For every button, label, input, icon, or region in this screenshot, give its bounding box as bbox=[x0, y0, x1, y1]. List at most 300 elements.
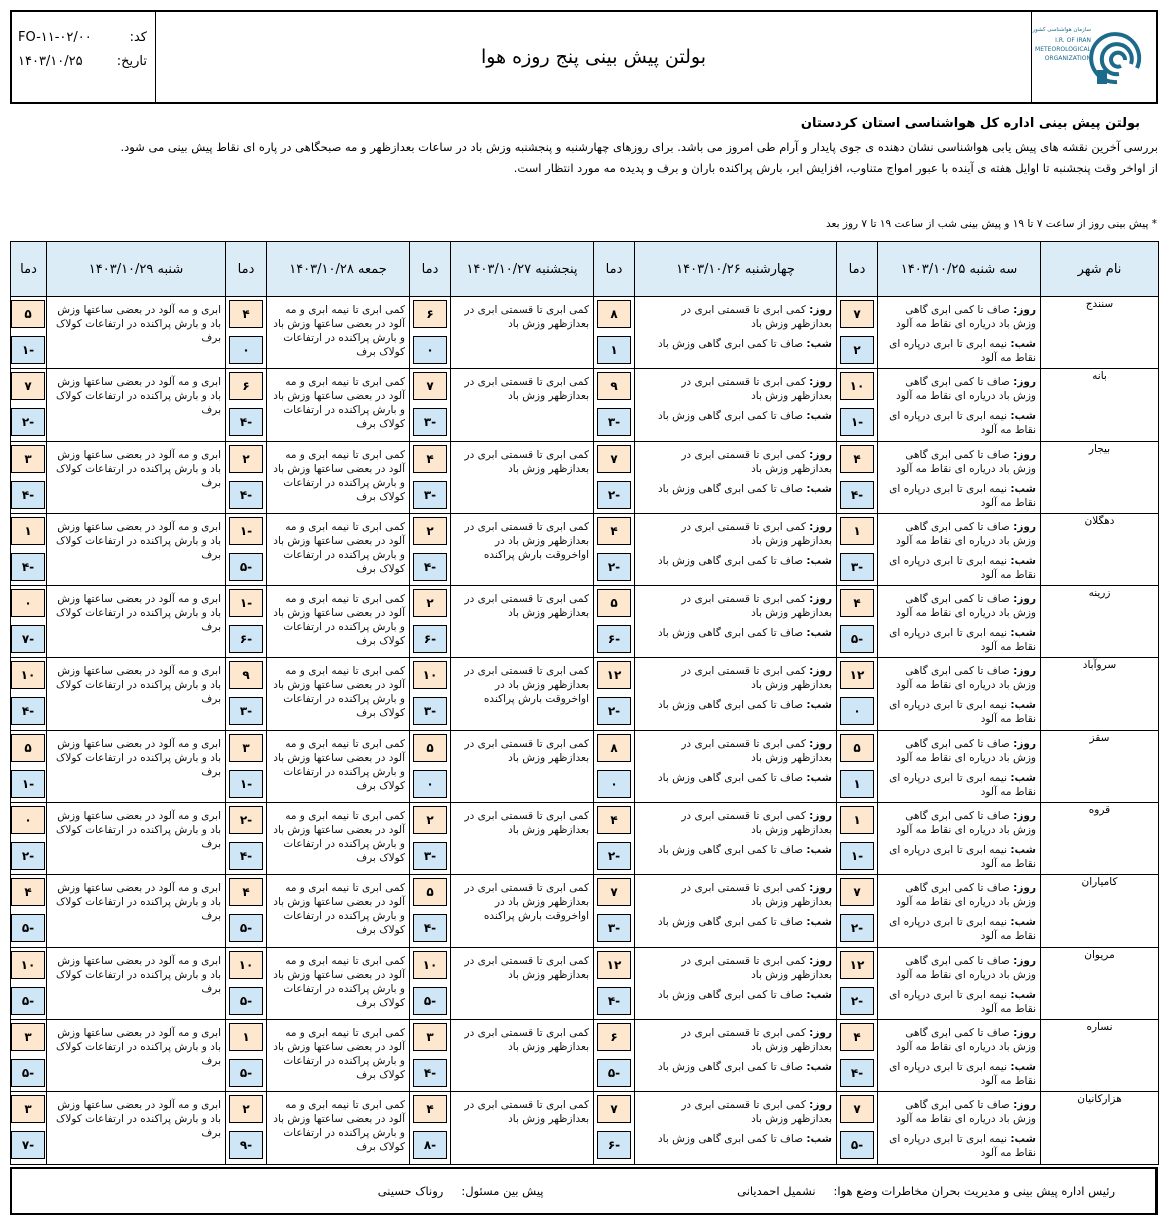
min-temperature: -۵ bbox=[597, 1059, 631, 1087]
forecast-description-cell bbox=[451, 297, 594, 369]
min-temperature: -۴ bbox=[11, 481, 45, 509]
night-label: شب: bbox=[1010, 554, 1036, 567]
forecast-description-cell bbox=[635, 513, 837, 585]
temperature-cell bbox=[11, 586, 47, 658]
night-label: شب: bbox=[1010, 699, 1036, 712]
forecast-description-cell bbox=[267, 947, 410, 1019]
min-temperature: -۳ bbox=[413, 697, 447, 725]
temp-column-header: دما bbox=[837, 242, 878, 297]
forecast-text: کمی ابری تا نیمه ابری و مه آلود در بعضی ساعتها وزش باد و بارش پراکنده در ارتفاعات کولاک برف bbox=[273, 810, 405, 865]
temperature-cell bbox=[410, 513, 451, 585]
max-temperature: ۷ bbox=[597, 445, 631, 473]
forecast-description-cell bbox=[267, 369, 410, 441]
min-temperature: ۱ bbox=[840, 770, 874, 798]
temperature-cell bbox=[11, 803, 47, 875]
day-forecast bbox=[639, 881, 832, 909]
forecaster-name: روناک حسینی bbox=[377, 1184, 444, 1198]
max-temperature: ۱۲ bbox=[840, 661, 874, 689]
night-forecast bbox=[639, 988, 832, 1002]
max-temperature: ۷ bbox=[840, 300, 874, 328]
forecast-description-cell bbox=[878, 441, 1041, 513]
day-label: روز: bbox=[809, 1099, 832, 1112]
forecast-description-cell bbox=[267, 803, 410, 875]
night-forecast bbox=[882, 698, 1036, 726]
svg-text:I.R. OF IRAN: I.R. OF IRAN bbox=[1055, 37, 1091, 44]
night-forecast-text: نیمه ابری تا ابری درپاره ای نقاط مه آلود bbox=[889, 338, 1036, 364]
day-label: روز: bbox=[1013, 593, 1036, 606]
forecast-description-cell bbox=[267, 658, 410, 730]
max-temperature: ۲ bbox=[413, 806, 447, 834]
night-forecast-text: نیمه ابری تا ابری درپاره ای نقاط مه آلود bbox=[889, 916, 1036, 943]
table-row bbox=[11, 1019, 1159, 1091]
min-temperature: ۰ bbox=[413, 336, 447, 364]
forecast-text: کمی ابری تا نیمه ابری و مه آلود در بعضی ساعتها وزش باد و بارش پراکنده در ارتفاعات کولاک برف bbox=[273, 1026, 405, 1081]
day-label: روز: bbox=[809, 665, 832, 678]
temperature-cell bbox=[226, 875, 267, 947]
min-temperature: ۱ bbox=[597, 336, 631, 364]
night-label: شب: bbox=[806, 1060, 832, 1073]
forecast-text: کمی ابری تا نیمه ابری و مه آلود در بعضی ساعتها وزش باد و بارش پراکنده در ارتفاعات کولاک برف bbox=[273, 448, 405, 503]
temperature-cell bbox=[410, 297, 451, 369]
forecast-description-cell bbox=[635, 875, 837, 947]
min-temperature: -۴ bbox=[229, 408, 263, 436]
min-temperature: -۱ bbox=[11, 336, 45, 364]
table-header-row bbox=[11, 242, 1159, 297]
temperature-cell bbox=[11, 730, 47, 802]
night-forecast-text: صاف تا کمی ابری گاهی وزش باد bbox=[657, 338, 804, 350]
forecast-description-cell bbox=[451, 875, 594, 947]
intro-heading: بولتن پیش بینی اداره کل هواشناسی استان کردستان bbox=[800, 116, 1140, 131]
max-temperature: ۲ bbox=[229, 1095, 263, 1123]
night-label: شب: bbox=[1010, 1133, 1036, 1146]
temperature-cell bbox=[837, 658, 878, 730]
max-temperature: ۵ bbox=[840, 734, 874, 762]
forecast-description-cell bbox=[47, 803, 226, 875]
day-forecast bbox=[639, 592, 832, 620]
day-forecast-text: کمی ابری تا قسمتی ابری در بعدازظهر وزش باد bbox=[681, 665, 832, 692]
min-temperature: ۰ bbox=[597, 770, 631, 798]
max-temperature: ۹ bbox=[597, 372, 631, 400]
day-label: روز: bbox=[1013, 737, 1036, 750]
max-temperature: ۵ bbox=[597, 589, 631, 617]
temperature-cell bbox=[837, 513, 878, 585]
night-forecast bbox=[882, 554, 1036, 582]
temperature-cell bbox=[837, 947, 878, 1019]
max-temperature: ۴ bbox=[229, 878, 263, 906]
min-temperature: -۳ bbox=[413, 842, 447, 870]
night-label: شب: bbox=[1010, 410, 1036, 423]
day-forecast-text: صاف تا کمی ابری گاهی وزش باد دریاره ای نقاط مه آلود bbox=[896, 665, 1036, 692]
forecast-description-cell bbox=[47, 1092, 226, 1164]
forecast-description-cell bbox=[267, 1092, 410, 1164]
min-temperature: -۳ bbox=[229, 697, 263, 725]
min-temperature: ۰ bbox=[840, 697, 874, 725]
day-forecast-text: کمی ابری تا قسمتی ابری در بعدازظهر وزش باد bbox=[681, 954, 832, 981]
forecast-text: کمی ابری تا نیمه ابری و مه آلود در بعضی ساعتها وزش باد و بارش پراکنده در ارتفاعات کولاک برف bbox=[273, 304, 405, 358]
night-forecast bbox=[639, 771, 832, 785]
date-value: ۱۴۰۳/۱۰/۲۵ bbox=[18, 54, 83, 69]
max-temperature: ۳ bbox=[229, 734, 263, 762]
day-forecast bbox=[639, 448, 832, 476]
forecast-text: ابری و مه آلود در بعضی ساعتها وزش باد و بارش پراکنده در ارتفاعات کولاک برف bbox=[55, 954, 221, 995]
document-code-box bbox=[12, 12, 156, 102]
night-label: شب: bbox=[806, 1133, 832, 1146]
night-forecast-text: صاف تا کمی ابری گاهی وزش باد bbox=[657, 627, 804, 640]
forecast-description-cell bbox=[267, 297, 410, 369]
night-forecast bbox=[639, 337, 832, 351]
temperature-cell bbox=[226, 658, 267, 730]
temperature-cell bbox=[594, 369, 635, 441]
forecast-text: ابری و مه آلود در بعضی ساعتها وزش باد و بارش پراکنده در ارتفاعات کولاک برف bbox=[55, 1099, 221, 1140]
forecast-description-cell bbox=[878, 658, 1041, 730]
min-temperature: -۴ bbox=[840, 481, 874, 509]
forecast-description-cell bbox=[451, 803, 594, 875]
temperature-cell bbox=[410, 875, 451, 947]
min-temperature: ۰ bbox=[229, 336, 263, 364]
city-name-cell: سنندج bbox=[1041, 297, 1159, 369]
night-label: شب: bbox=[806, 988, 832, 1001]
city-name-cell: هزارکانیان bbox=[1041, 1092, 1159, 1164]
table-row bbox=[11, 297, 1159, 369]
night-label: شب: bbox=[1010, 771, 1036, 784]
night-forecast-text: نیمه ابری تا ابری درپاره ای نقاط مه آلود bbox=[889, 771, 1036, 798]
day-forecast-text: صاف تا کمی ابری گاهی وزش باد دریاره ای نقاط مه آلود bbox=[896, 882, 1036, 909]
forecast-description-cell bbox=[878, 1092, 1041, 1164]
temperature-cell bbox=[11, 1019, 47, 1091]
table-row bbox=[11, 875, 1159, 947]
temperature-cell bbox=[226, 369, 267, 441]
day-forecast-text: صاف تا کمی ابری گاهی وزش باد دریاره ای نقاط مه آلود bbox=[896, 810, 1036, 837]
meteorological-organization-logo bbox=[1032, 22, 1149, 92]
max-temperature: ۴ bbox=[597, 517, 631, 545]
forecast-description-cell bbox=[451, 586, 594, 658]
night-forecast-text: نیمه ابری تا ابری درپاره ای نقاط مه آلود bbox=[889, 627, 1036, 654]
day-label: روز: bbox=[809, 448, 832, 461]
day-forecast bbox=[639, 1098, 832, 1126]
temperature-cell bbox=[226, 1019, 267, 1091]
day-column-header: چهارشنبه ۱۴۰۳/۱۰/۲۶ bbox=[635, 242, 837, 297]
table-row bbox=[11, 947, 1159, 1019]
min-temperature: -۲ bbox=[840, 987, 874, 1015]
temperature-cell bbox=[11, 441, 47, 513]
temperature-cell bbox=[594, 803, 635, 875]
max-temperature: ۳ bbox=[413, 1023, 447, 1051]
min-temperature: -۵ bbox=[413, 987, 447, 1015]
temp-column-header: دما bbox=[226, 242, 267, 297]
day-forecast bbox=[882, 592, 1036, 620]
min-temperature: -۲ bbox=[597, 697, 631, 725]
min-temperature: ۲ bbox=[840, 336, 874, 364]
temperature-cell bbox=[226, 1092, 267, 1164]
forecast-description-cell bbox=[878, 730, 1041, 802]
temp-column-header: دما bbox=[594, 242, 635, 297]
day-label: روز: bbox=[809, 520, 832, 533]
day-forecast-text: صاف تا کمی ابری گاهی وزش باد دریاره ای نقاط مه آلود bbox=[896, 1026, 1036, 1053]
max-temperature: ۵ bbox=[11, 734, 45, 762]
min-temperature: -۱ bbox=[840, 842, 874, 870]
max-temperature: ۰ bbox=[11, 806, 45, 834]
forecast-description-cell bbox=[47, 875, 226, 947]
night-forecast-text: نیمه ابری تا ابری درپاره ای نقاط مه آلود bbox=[889, 988, 1036, 1015]
intro-line: بررسی آخرین نقشه های پیش یابی هواشناسی نشان دهنده ی جوی پایدار و آرام طی امروز می باشد. برای روزهای چهارشنبه و پنجشنبه وزش باد در ساعات بعدازظهر و مه صبحگاهی در پاره ای نقاط پیش بینی می شود. bbox=[120, 140, 1158, 154]
min-temperature: ۰ bbox=[413, 770, 447, 798]
table-row bbox=[11, 658, 1159, 730]
city-name-cell: سقز bbox=[1041, 730, 1159, 802]
forecast-description-cell bbox=[635, 658, 837, 730]
max-temperature: ۱۰ bbox=[11, 951, 45, 979]
max-temperature: ۶ bbox=[413, 300, 447, 328]
night-forecast-text: نیمه ابری تا ابری درپاره ای نقاط مه آلود bbox=[889, 1133, 1036, 1160]
min-temperature: -۴ bbox=[597, 987, 631, 1015]
min-temperature: -۲ bbox=[597, 481, 631, 509]
forecast-text: ابری و مه آلود در بعضی ساعتها وزش باد و بارش پراکنده در ارتفاعات کولاک برف bbox=[55, 810, 221, 851]
min-temperature: -۶ bbox=[229, 625, 263, 653]
night-forecast bbox=[639, 409, 832, 423]
min-temperature: -۴ bbox=[11, 697, 45, 725]
city-name-cell: بانه bbox=[1041, 369, 1159, 441]
max-temperature: ۱ bbox=[229, 1023, 263, 1051]
forecast-description-cell bbox=[451, 1019, 594, 1091]
max-temperature: ۷ bbox=[413, 372, 447, 400]
max-temperature: ۵ bbox=[413, 878, 447, 906]
temperature-cell bbox=[594, 730, 635, 802]
night-forecast-text: صاف تا کمی ابری گاهی وزش باد bbox=[657, 482, 804, 495]
night-forecast-text: نیمه ابری تا ابری درپاره ای نقاط مه آلود bbox=[889, 554, 1036, 581]
day-label: روز: bbox=[1013, 520, 1036, 533]
signature-footer bbox=[10, 1167, 1158, 1215]
max-temperature: ۵ bbox=[413, 734, 447, 762]
day-forecast bbox=[882, 1098, 1036, 1126]
svg-text:ORGANIZATION: ORGANIZATION bbox=[1044, 55, 1091, 62]
day-label: روز: bbox=[1013, 376, 1036, 389]
day-forecast-text: کمی ابری تا قسمتی ابری در بعدازظهر وزش باد bbox=[681, 593, 832, 620]
forecast-description-cell bbox=[635, 297, 837, 369]
max-temperature: ۴ bbox=[413, 1095, 447, 1123]
forecast-description-cell bbox=[451, 730, 594, 802]
min-temperature: -۱ bbox=[229, 770, 263, 798]
day-forecast-text: کمی ابری تا قسمتی ابری در بعدازظهر وزش باد bbox=[681, 882, 832, 909]
forecast-description-cell bbox=[47, 586, 226, 658]
forecast-text: کمی ابری تا قسمتی ابری در بعدازظهر وزش باد bbox=[464, 304, 589, 330]
day-label: روز: bbox=[1013, 448, 1036, 461]
day-forecast-text: کمی ابری تا قسمتی ابری در بعدازظهر وزش باد bbox=[681, 810, 832, 837]
day-forecast-text: صاف تا کمی ابری گاهی وزش باد دریاره ای نقاط مه آلود bbox=[896, 448, 1036, 475]
max-temperature: -۱ bbox=[229, 517, 263, 545]
forecast-text: ابری و مه آلود در بعضی ساعتها وزش باد و بارش پراکنده در ارتفاعات کولاک برف bbox=[55, 304, 221, 344]
forecast-text: ابری و مه آلود در بعضی ساعتها وزش باد و بارش پراکنده در ارتفاعات کولاک برف bbox=[55, 593, 221, 634]
forecast-description-cell bbox=[451, 947, 594, 1019]
forecast-description-cell bbox=[635, 586, 837, 658]
min-temperature: -۱ bbox=[840, 408, 874, 436]
forecast-description-cell bbox=[635, 441, 837, 513]
forecast-description-cell bbox=[267, 513, 410, 585]
code-value: FO-۱۱-۰۲/۰۰ bbox=[18, 30, 92, 45]
forecaster-label: پیش بین مسئول: bbox=[461, 1184, 544, 1198]
temperature-cell bbox=[226, 513, 267, 585]
temperature-cell bbox=[837, 875, 878, 947]
forecast-text: ابری و مه آلود در بعضی ساعتها وزش باد و بارش پراکنده در ارتفاعات کولاک برف bbox=[55, 882, 221, 923]
min-temperature: -۵ bbox=[11, 1059, 45, 1087]
forecast-description-cell bbox=[635, 803, 837, 875]
day-forecast bbox=[639, 520, 832, 548]
temperature-cell bbox=[410, 441, 451, 513]
min-temperature: -۴ bbox=[413, 914, 447, 942]
temperature-cell bbox=[11, 1092, 47, 1164]
max-temperature: ۰ bbox=[11, 589, 45, 617]
max-temperature: ۱۲ bbox=[597, 951, 631, 979]
forecast-description-cell bbox=[47, 369, 226, 441]
day-forecast-text: صاف تا کمی ابری گاهی وزش باد دریاره ای نقاط مه آلود bbox=[896, 304, 1036, 330]
temperature-cell bbox=[11, 658, 47, 730]
max-temperature: -۲ bbox=[229, 806, 263, 834]
day-column-header: جمعه ۱۴۰۳/۱۰/۲۸ bbox=[267, 242, 410, 297]
forecast-description-cell bbox=[451, 369, 594, 441]
max-temperature: ۹ bbox=[229, 661, 263, 689]
min-temperature: -۳ bbox=[413, 408, 447, 436]
forecast-description-cell bbox=[47, 947, 226, 1019]
temperature-cell bbox=[837, 1092, 878, 1164]
max-temperature: ۶ bbox=[229, 372, 263, 400]
date-label: تاریخ: bbox=[116, 54, 147, 69]
night-label: شب: bbox=[1010, 482, 1036, 495]
max-temperature: ۷ bbox=[597, 1095, 631, 1123]
max-temperature: ۱ bbox=[11, 517, 45, 545]
bulletin-header bbox=[10, 10, 1158, 104]
forecast-text: کمی ابری تا نیمه ابری و مه آلود در بعضی ساعتها وزش باد و بارش پراکنده در ارتفاعات کولاک برف bbox=[273, 1099, 405, 1154]
day-forecast-text: کمی ابری تا قسمتی ابری در بعدازظهر وزش باد bbox=[681, 520, 832, 547]
night-forecast-text: نیمه ابری تا ابری درپاره ای نقاط مه آلود bbox=[889, 844, 1036, 871]
temperature-cell bbox=[11, 947, 47, 1019]
day-forecast-text: صاف تا کمی ابری گاهی وزش باد دریاره ای نقاط مه آلود bbox=[896, 376, 1036, 403]
forecast-description-cell bbox=[267, 1019, 410, 1091]
forecast-description-cell bbox=[635, 947, 837, 1019]
day-forecast-text: کمی ابری تا قسمتی ابری در بعدازظهر وزش باد bbox=[681, 376, 832, 403]
temperature-cell bbox=[837, 297, 878, 369]
day-label: روز: bbox=[1013, 1026, 1036, 1039]
forecast-text: ابری و مه آلود در بعضی ساعتها وزش باد و بارش پراکنده در ارتفاعات کولاک برف bbox=[55, 520, 221, 561]
min-temperature: -۲ bbox=[840, 914, 874, 942]
min-temperature: -۷ bbox=[11, 1131, 45, 1159]
forecast-description-cell bbox=[267, 730, 410, 802]
min-temperature: -۲ bbox=[11, 842, 45, 870]
day-label: روز: bbox=[1013, 665, 1036, 678]
min-temperature: -۵ bbox=[229, 914, 263, 942]
max-temperature: ۱۰ bbox=[11, 661, 45, 689]
city-name-cell: زرینه bbox=[1041, 586, 1159, 658]
temperature-cell bbox=[837, 369, 878, 441]
day-forecast-text: کمی ابری تا قسمتی ابری در بعدازظهر وزش باد bbox=[681, 1099, 832, 1126]
max-temperature: ۴ bbox=[840, 1023, 874, 1051]
temperature-cell bbox=[837, 803, 878, 875]
min-temperature: -۲ bbox=[597, 553, 631, 581]
day-label: روز: bbox=[809, 593, 832, 606]
forecast-description-cell bbox=[878, 1019, 1041, 1091]
temperature-cell bbox=[11, 297, 47, 369]
day-forecast bbox=[639, 737, 832, 765]
min-temperature: -۴ bbox=[229, 842, 263, 870]
night-forecast bbox=[639, 482, 832, 496]
night-label: شب: bbox=[806, 338, 832, 350]
temperature-cell bbox=[226, 441, 267, 513]
night-forecast-text: صاف تا کمی ابری گاهی وزش باد bbox=[657, 771, 804, 784]
night-forecast bbox=[882, 771, 1036, 799]
min-temperature: -۶ bbox=[597, 625, 631, 653]
forecast-description-cell bbox=[47, 1019, 226, 1091]
temperature-cell bbox=[410, 947, 451, 1019]
forecast-description-cell bbox=[635, 369, 837, 441]
max-temperature: ۴ bbox=[840, 589, 874, 617]
night-forecast-text: صاف تا کمی ابری گاهی وزش باد bbox=[657, 844, 804, 857]
table-row bbox=[11, 586, 1159, 658]
forecast-text: کمی ابری تا نیمه ابری و مه آلود در بعضی ساعتها وزش باد و بارش پراکنده در ارتفاعات کولاک برف bbox=[273, 737, 405, 792]
min-temperature: -۳ bbox=[597, 914, 631, 942]
max-temperature: -۱ bbox=[229, 589, 263, 617]
temperature-cell bbox=[837, 730, 878, 802]
forecast-description-cell bbox=[878, 513, 1041, 585]
table-row bbox=[11, 803, 1159, 875]
forecast-description-cell bbox=[47, 441, 226, 513]
forecast-description-cell bbox=[878, 369, 1041, 441]
forecast-text: کمی ابری تا نیمه ابری و مه آلود در بعضی ساعتها وزش باد و بارش پراکنده در ارتفاعات کولاک برف bbox=[273, 593, 405, 648]
day-forecast-text: صاف تا کمی ابری گاهی وزش باد دریاره ای نقاط مه آلود bbox=[896, 737, 1036, 764]
night-label: شب: bbox=[1010, 988, 1036, 1001]
forecast-text: کمی ابری تا قسمتی ابری در بعدازظهر وزش باد bbox=[464, 1026, 589, 1053]
min-temperature: -۳ bbox=[840, 553, 874, 581]
temperature-cell bbox=[837, 1019, 878, 1091]
forecast-text: ابری و مه آلود در بعضی ساعتها وزش باد و بارش پراکنده در ارتفاعات کولاک برف bbox=[55, 1026, 221, 1067]
city-name-cell: کامیاران bbox=[1041, 875, 1159, 947]
max-temperature: ۴ bbox=[11, 878, 45, 906]
temp-column-header: دما bbox=[11, 242, 47, 297]
forecast-text: کمی ابری تا قسمتی ابری در بعدازظهر وزش باد bbox=[464, 376, 589, 403]
night-label: شب: bbox=[1010, 1060, 1036, 1073]
night-label: شب: bbox=[806, 627, 832, 640]
day-forecast bbox=[639, 375, 832, 403]
logo-area bbox=[1031, 12, 1156, 102]
forecast-description-cell bbox=[878, 803, 1041, 875]
forecast-description-cell bbox=[878, 586, 1041, 658]
max-temperature: ۶ bbox=[597, 1023, 631, 1051]
day-label: روز: bbox=[1013, 810, 1036, 823]
day-forecast-text: صاف تا کمی ابری گاهی وزش باد دریاره ای نقاط مه آلود bbox=[896, 1099, 1036, 1126]
forecast-table bbox=[10, 241, 1159, 1165]
forecast-text: کمی ابری تا نیمه ابری و مه آلود در بعضی ساعتها وزش باد و بارش پراکنده در ارتفاعات کولاک برف bbox=[273, 954, 405, 1009]
max-temperature: ۳ bbox=[11, 1023, 45, 1051]
night-forecast bbox=[882, 409, 1036, 437]
city-column-header: نام شهر bbox=[1041, 242, 1159, 297]
min-temperature: -۲ bbox=[11, 408, 45, 436]
max-temperature: ۲ bbox=[229, 445, 263, 473]
max-temperature: ۴ bbox=[597, 806, 631, 834]
temperature-cell bbox=[594, 947, 635, 1019]
forecast-time-note: * پیش بینی روز از ساعت ۷ تا ۱۹ و پیش بینی شب از ساعت ۱۹ تا ۷ روز بعد bbox=[826, 218, 1157, 230]
day-forecast-text: کمی ابری تا قسمتی ابری در بعدازظهر وزش باد bbox=[681, 737, 832, 764]
forecast-description-cell bbox=[451, 441, 594, 513]
max-temperature: ۳ bbox=[11, 1095, 45, 1123]
forecast-text: ابری و مه آلود در بعضی ساعتها وزش باد و بارش پراکنده در ارتفاعات کولاک برف bbox=[55, 376, 221, 417]
forecast-text: کمی ابری تا نیمه ابری و مه آلود در بعضی ساعتها وزش باد و بارش پراکنده در ارتفاعات کولاک برف bbox=[273, 520, 405, 575]
day-forecast-text: کمی ابری تا قسمتی ابری در بعدازظهر وزش باد bbox=[681, 304, 832, 330]
night-forecast bbox=[639, 1060, 832, 1074]
table-row bbox=[11, 369, 1159, 441]
min-temperature: -۶ bbox=[413, 625, 447, 653]
temp-column-header: دما bbox=[410, 242, 451, 297]
forecast-description-cell bbox=[635, 1092, 837, 1164]
night-forecast bbox=[639, 1132, 832, 1146]
day-forecast-text: کمی ابری تا قسمتی ابری در بعدازظهر وزش باد bbox=[681, 1026, 832, 1053]
night-forecast bbox=[639, 698, 832, 712]
night-forecast-text: صاف تا کمی ابری گاهی وزش باد bbox=[657, 988, 804, 1001]
